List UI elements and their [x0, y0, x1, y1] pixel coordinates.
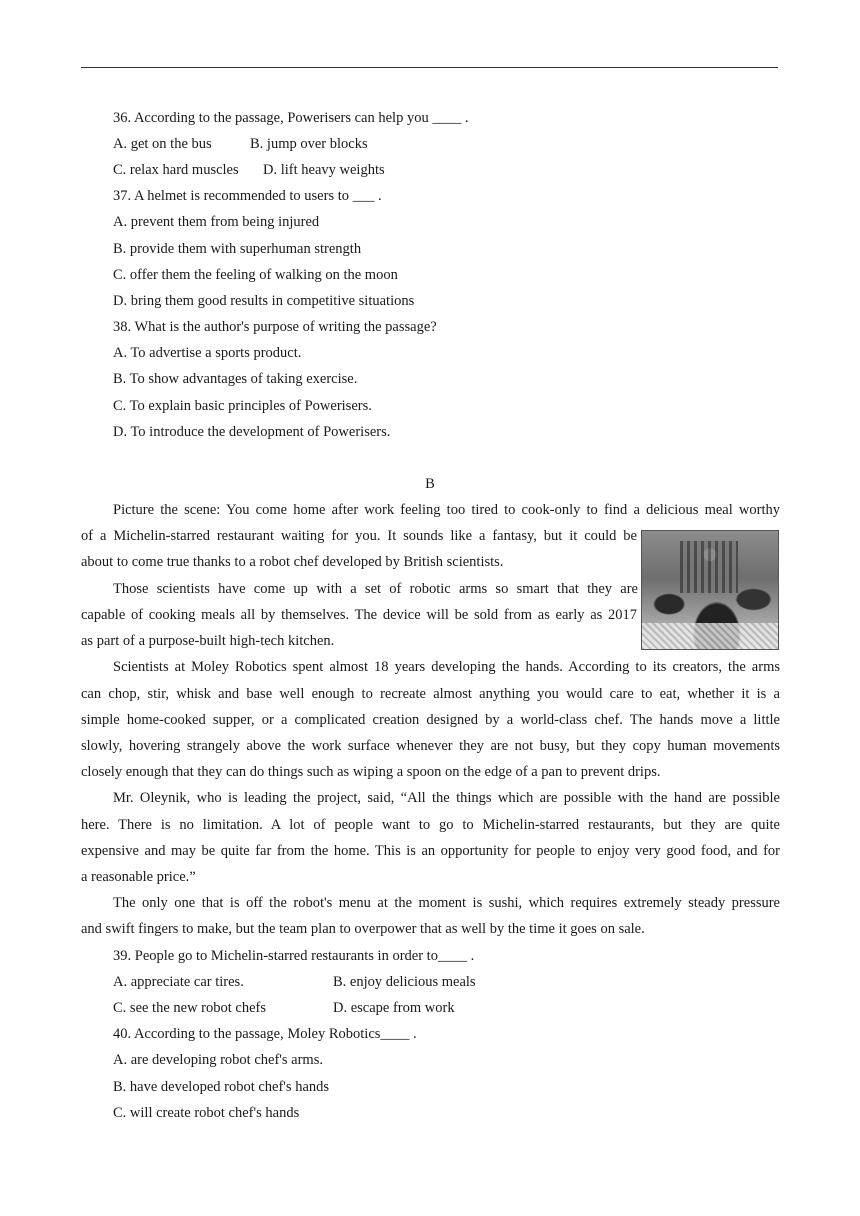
passage-line: and swift fingers to make, but the team plan to overpower that as well by the time it goes on sale.	[81, 921, 645, 937]
passage-line: slowly, hovering strangely above the work surface whenever they are not busy, but they copy human movements	[81, 738, 780, 754]
question-37-option-a: A. prevent them from being injured	[113, 214, 320, 230]
question-38-stem: 38. What is the author's purpose of writing the passage?	[113, 319, 437, 335]
robot-chef-photo	[641, 530, 779, 650]
passage-line: a reasonable price.”	[81, 869, 196, 885]
passage-line: about to come true thanks to a robot chef developed by British scientists.	[81, 554, 504, 570]
question-39-option-c: C. see the new robot chefs	[113, 1000, 267, 1016]
question-40-option-c: C. will create robot chef's hands	[113, 1105, 300, 1121]
passage-line: of a Michelin-starred restaurant waiting for you. It sounds like a fantasy, but it could be	[81, 528, 637, 544]
question-38-option-a: A. To advertise a sports product.	[113, 345, 302, 361]
question-36-option-d: D. lift heavy weights	[263, 162, 385, 178]
question-39-option-a: A. appreciate car tires.	[113, 974, 244, 990]
question-40-option-b: B. have developed robot chef's hands	[113, 1079, 330, 1095]
passage-line: simple home-cooked supper, or a complicated creation designed by a world-class chef. The hands move a little	[81, 712, 780, 728]
header-rule	[81, 67, 778, 68]
question-40-option-a: A. are developing robot chef's arms.	[113, 1052, 323, 1068]
section-heading-b: B	[425, 476, 435, 492]
question-36-option-c: C. relax hard muscles	[113, 162, 239, 178]
passage-line: Picture the scene: You come home after work feeling too tired to cook-only to find a delicious meal worthy	[113, 502, 780, 518]
question-37-option-c: C. offer them the feeling of walking on the moon	[113, 267, 398, 283]
question-36-stem: 36. According to the passage, Powerisers can help you ____ .	[113, 110, 469, 126]
passage-line: as part of a purpose-built high-tech kitchen.	[81, 633, 335, 649]
passage-line: can chop, stir, whisk and base well enough to recreate almost anything you would care to eat, whether it is a	[81, 686, 780, 702]
question-39-stem: 39. People go to Michelin-starred restaurants in order to____ .	[113, 948, 475, 964]
question-37-option-b: B. provide them with superhuman strength	[113, 241, 362, 257]
question-38-option-c: C. To explain basic principles of Powerisers.	[113, 398, 372, 414]
passage-line: Scientists at Moley Robotics spent almost 18 years developing the hands. According to its creators, the arms	[113, 659, 780, 675]
question-36-option-a: A. get on the bus	[113, 136, 212, 152]
question-40-stem: 40. According to the passage, Moley Robotics____ .	[113, 1026, 417, 1042]
question-37-option-d: D. bring them good results in competitive situations	[113, 293, 415, 309]
question-39-option-d: D. escape from work	[333, 1000, 455, 1016]
question-38-option-d: D. To introduce the development of Powerisers.	[113, 424, 391, 440]
passage-line: The only one that is off the robot's menu at the moment is sushi, which requires extremely steady pressure	[113, 895, 780, 911]
passage-line: capable of cooking meals all by themselves. The device will be sold from as early as 2017	[81, 607, 637, 623]
question-36-option-b: B. jump over blocks	[250, 136, 368, 152]
passage-line: expensive and may be quite far from the home. This is an opportunity for people to enjoy very good food, and for	[81, 843, 780, 859]
passage-line: closely enough that they can do things such as wiping a spoon on the edge of a pan to prevent drips.	[81, 764, 661, 780]
question-37-stem: 37. A helmet is recommended to users to ___ .	[113, 188, 382, 204]
passage-line: Mr. Oleynik, who is leading the project, said, “All the things which are possible with the hand are possible	[113, 790, 780, 806]
question-39-option-b: B. enjoy delicious meals	[333, 974, 476, 990]
passage-line: Those scientists have come up with a set of robotic arms so smart that they are	[113, 581, 638, 597]
passage-line: here. There is no limitation. A lot of people want to go to Michelin-starred restaurants, but they are quite	[81, 817, 780, 833]
question-38-option-b: B. To show advantages of taking exercise.	[113, 371, 358, 387]
